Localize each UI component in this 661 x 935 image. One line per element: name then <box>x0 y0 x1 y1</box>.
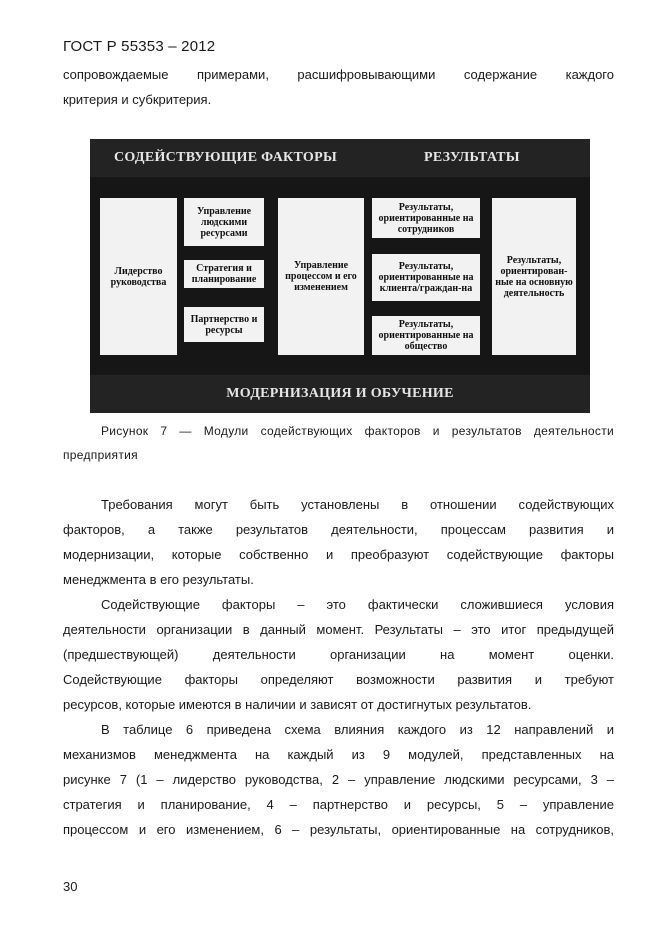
text-line: факторов, а также результатов деятельности, процессам развития и <box>63 522 614 537</box>
text-line: Содействующие факторы определяют возможности развития и требуют <box>63 672 614 687</box>
figure-diagram <box>90 139 590 413</box>
text-line: менеджмента в его результаты. <box>63 572 254 587</box>
text-line: ресурсов, которые имеются в наличии и зависят от достигнутых результатов. <box>63 697 532 712</box>
paragraph-2 <box>63 592 614 717</box>
footer-modernization: МОДЕРНИЗАЦИЯ И ОБУЧЕНИЕ <box>226 386 454 401</box>
box-results-clients: Результаты, ориентированные на клиента/граждан-на <box>372 254 480 301</box>
text-line: стратегия и планирование, 4 – партнерство и ресурсы, 5 – управление <box>63 797 614 812</box>
text-line: деятельности организации в данный момент. Результаты – это итог предыдущей <box>63 622 614 637</box>
box-strategy: Стратегия и планирование <box>184 260 264 288</box>
page-number: 30 <box>63 879 78 894</box>
box-results-employees: Результаты, ориентированные на сотрудников <box>372 198 480 238</box>
box-results-society: Результаты, ориентированные на общество <box>372 316 480 355</box>
text-line: Требования могут быть установлены в отношении содействующих <box>101 497 614 512</box>
box-people: Управление людскими ресурсами <box>184 198 264 246</box>
intro-paragraph <box>63 62 614 112</box>
document-header: ГОСТ Р 55353 – 2012 <box>63 38 216 55</box>
paragraph-1 <box>63 492 614 592</box>
text-line: Содействующие факторы – это фактически сложившиеся условия <box>101 597 614 612</box>
text-line: механизмов менеджмента на каждый из 9 модулей, представленных на <box>63 747 614 762</box>
text-line: В таблице 6 приведена схема влияния каждого из 12 направлений и <box>101 722 614 737</box>
heading-enablers: СОДЕЙСТВУЮЩИЕ ФАКТОРЫ <box>114 150 337 165</box>
box-process: Управление процессом и его изменением <box>278 198 364 355</box>
caption-line: Рисунок 7 — Модули содействующих факторов и результатов деятельности <box>101 424 614 438</box>
text-line: модернизации, которые собственно и преобразуют содействующие факторы <box>63 547 614 562</box>
box-results-main: Результаты, ориентирован-ные на основную деятельность <box>492 198 576 355</box>
box-partnership: Партнерство и ресурсы <box>184 307 264 342</box>
caption-line: предприятия <box>63 448 138 462</box>
text-line: рисунке 7 (1 – лидерство руководства, 2 – управление людскими ресурсами, 3 – <box>63 772 614 787</box>
box-leadership: Лидерство руководства <box>100 198 177 355</box>
heading-results: РЕЗУЛЬТАТЫ <box>424 150 520 165</box>
text-line: сопровождаемые примерами, расшифровывающими содержание каждого <box>63 67 614 82</box>
text-line: критерия и субкритерия. <box>63 92 212 107</box>
text-line: процессом и его изменением, 6 – результаты, ориентированные на сотрудников, <box>63 822 614 837</box>
paragraph-3 <box>63 717 614 842</box>
text-line: (предшествующей) деятельности организации на момент оценки. <box>63 647 614 662</box>
figure-caption <box>63 419 614 467</box>
